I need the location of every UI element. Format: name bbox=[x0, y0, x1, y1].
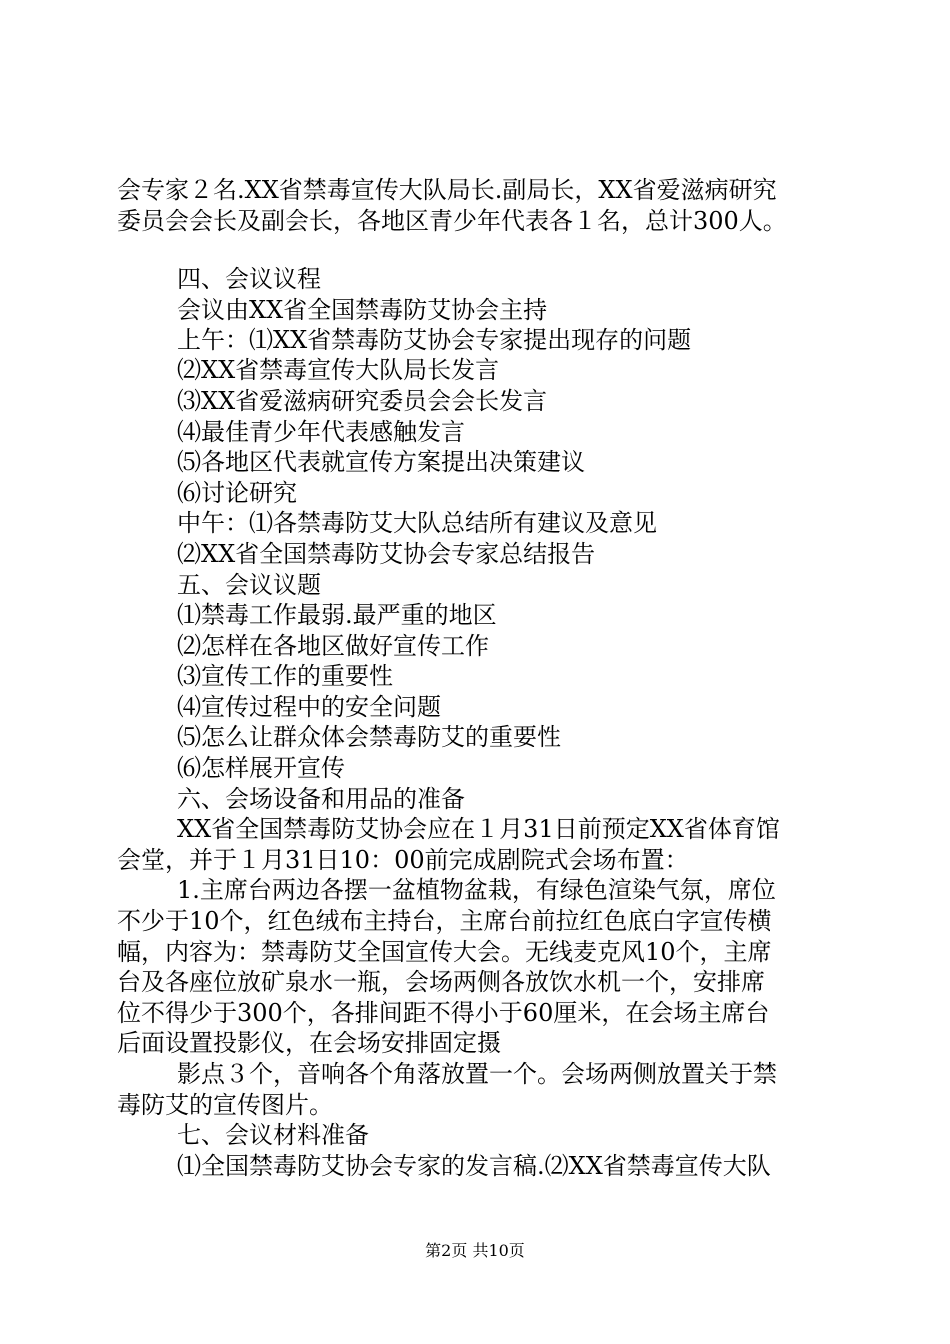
section-heading: 四、会议议程 bbox=[177, 265, 321, 293]
text-line: 会堂，并于１月31日10：00前完成剧院式会场布置： bbox=[117, 846, 689, 874]
list-item: ⑷宣传过程中的安全问题 bbox=[177, 693, 441, 721]
text-line: 毒防艾的宣传图片。 bbox=[117, 1091, 333, 1119]
list-item: ⑴禁毒工作最弱.最严重的地区 bbox=[177, 601, 497, 629]
list-item: ⑹讨论研究 bbox=[177, 479, 297, 507]
text-line: ⑴全国禁毒防艾协会专家的发言稿.⑵XX省禁毒宣传大队 bbox=[177, 1152, 771, 1180]
text-line: 不少于10个，红色绒布主持台，主席台前拉红色底白字宣传横 bbox=[117, 907, 772, 935]
list-item: ⑵怎样在各地区做好宣传工作 bbox=[177, 632, 489, 660]
list-item: 上午：⑴XX省禁毒防艾协会专家提出现存的问题 bbox=[177, 326, 692, 354]
text-line: 后面设置投影仪，在会场安排固定摄 bbox=[117, 1029, 501, 1057]
list-item: ⑵XX省禁毒宣传大队局长发言 bbox=[177, 356, 500, 384]
list-item: ⑷最佳青少年代表感触发言 bbox=[177, 418, 465, 446]
section-heading: 五、会议议题 bbox=[177, 571, 321, 599]
text-line: 台及各座位放矿泉水一瓶，会场两侧各放饮水机一个，安排席 bbox=[117, 968, 765, 996]
text-line: 影点３个，音响各个角落放置一个。会场两侧放置关于禁 bbox=[177, 1060, 777, 1088]
section-heading: 六、会场设备和用品的准备 bbox=[177, 785, 465, 813]
section-heading: 七、会议材料准备 bbox=[177, 1121, 369, 1149]
text-line: 会议由XX省全国禁毒防艾协会主持 bbox=[177, 296, 548, 324]
list-item: ⑸怎么让群众体会禁毒防艾的重要性 bbox=[177, 723, 561, 751]
text-line: 委员会会长及副会长，各地区青少年代表各１名，总计300人。 bbox=[117, 207, 787, 235]
text-line: 位不得少于300个，各排间距不得小于60厘米，在会场主席台 bbox=[117, 999, 770, 1027]
text-line: 幅，内容为：禁毒防艾全国宣传大会。无线麦克风10个，主席 bbox=[117, 938, 772, 966]
list-item: ⑸各地区代表就宣传方案提出决策建议 bbox=[177, 448, 585, 476]
list-item: ⑹怎样展开宣传 bbox=[177, 754, 345, 782]
text-line: XX省全国禁毒防艾协会应在１月31日前预定XX省体育馆 bbox=[177, 815, 780, 843]
list-item: 中午：⑴各禁毒防艾大队总结所有建议及意见 bbox=[177, 509, 657, 537]
text-line: 1.主席台两边各摆一盆植物盆栽，有绿色渲染气氛，席位 bbox=[177, 876, 776, 904]
text-line: 会专家２名.XX省禁毒宣传大队局长.副局长，XX省爱滋病研究 bbox=[117, 176, 777, 204]
list-item: ⑶宣传工作的重要性 bbox=[177, 662, 393, 690]
list-item: ⑶XX省爱滋病研究委员会会长发言 bbox=[177, 387, 548, 415]
page-footer: 第2页 共10页 bbox=[425, 1241, 525, 1260]
list-item: ⑵XX省全国禁毒防艾协会专家总结报告 bbox=[177, 540, 596, 568]
